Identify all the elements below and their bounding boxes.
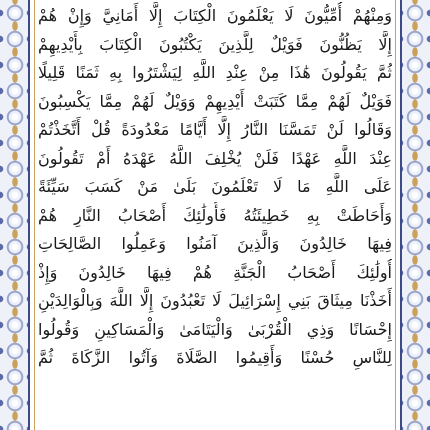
text-line-12: إِحْسَانًا وَذِي الْقُرْبَىٰ وَالْيَتَامَىٰ وَالْمَسَاكِينِ وَقُولُوا (38, 319, 392, 339)
text-line-6: عِنْدَ اللَّهِ عَهْدًا فَلَنْ يُخْلِفَ اللَّهُ عَهْدَهُ أَمْ تَقُولُونَ (38, 148, 392, 168)
text-line-9: فِيهَا خَالِدُونَ وَالَّذِينَ آمَنُوا وَعَمِلُوا الصَّالِحَاتِ (38, 234, 392, 253)
right-gold-rule (395, 0, 396, 430)
text-line-5: وَقَالُوا لَنْ تَمَسَّنَا النَّارُ إِلَّا أَيَّامًا مَعْدُودَةً قُلْ أَتَّخَذْتُمْ (38, 120, 392, 139)
text-line-3: ثُمَّ يَقُولُونَ هَٰذَا مِنْ عِنْدِ اللَّهِ لِيَشْتَرُوا بِهِ ثَمَنًا قَلِيلًا (38, 63, 392, 82)
text-line-8: وَأَحَاطَتْ بِهِ خَطِيئَتُهُ فَأُولَٰئِكَ أَصْحَابُ النَّارِ هُمْ (38, 205, 392, 225)
text-line-1: وَمِنْهُمْ أُمِّيُّونَ لَا يَعْلَمُونَ الْكِتَابَ إِلَّا أَمَانِيَّ وَإِنْ هُمْ (38, 6, 392, 25)
text-line-13: لِلنَّاسِ حُسْنًا وَأَقِيمُوا الصَّلَاةَ وَآتُوا الزَّكَاةَ ثُمَّ (38, 348, 392, 367)
text-line-4: فَوَيْلٌ لَهُمْ مِمَّا كَتَبَتْ أَيْدِيهِمْ وَوَيْلٌ لَهُمْ مِمَّا يَكْسِبُونَ (38, 91, 392, 111)
text-line-10: أُولَٰئِكَ أَصْحَابُ الْجَنَّةِ هُمْ فِيهَا خَالِدُونَ وَإِذْ (38, 262, 392, 282)
text-line-2: إِلَّا يَظُنُّونَ فَوَيْلٌ لِلَّذِينَ يَكْتُبُونَ الْكِتَابَ بِأَيْدِيهِمْ (38, 34, 392, 54)
quran-text-block (38, 0, 392, 430)
right-ornamental-border (400, 0, 430, 430)
left-gold-rule (34, 0, 35, 430)
text-line-7: عَلَى اللَّهِ مَا لَا تَعْلَمُونَ بَلَىٰ مَنْ كَسَبَ سَيِّئَةً (38, 177, 392, 196)
left-ornamental-border (0, 0, 30, 430)
text-line-11: أَخَذْنَا مِيثَاقَ بَنِي إِسْرَائِيلَ لَا تَعْبُدُونَ إِلَّا اللَّهَ وَبِالْوَالِدَيْنِ (38, 291, 392, 310)
